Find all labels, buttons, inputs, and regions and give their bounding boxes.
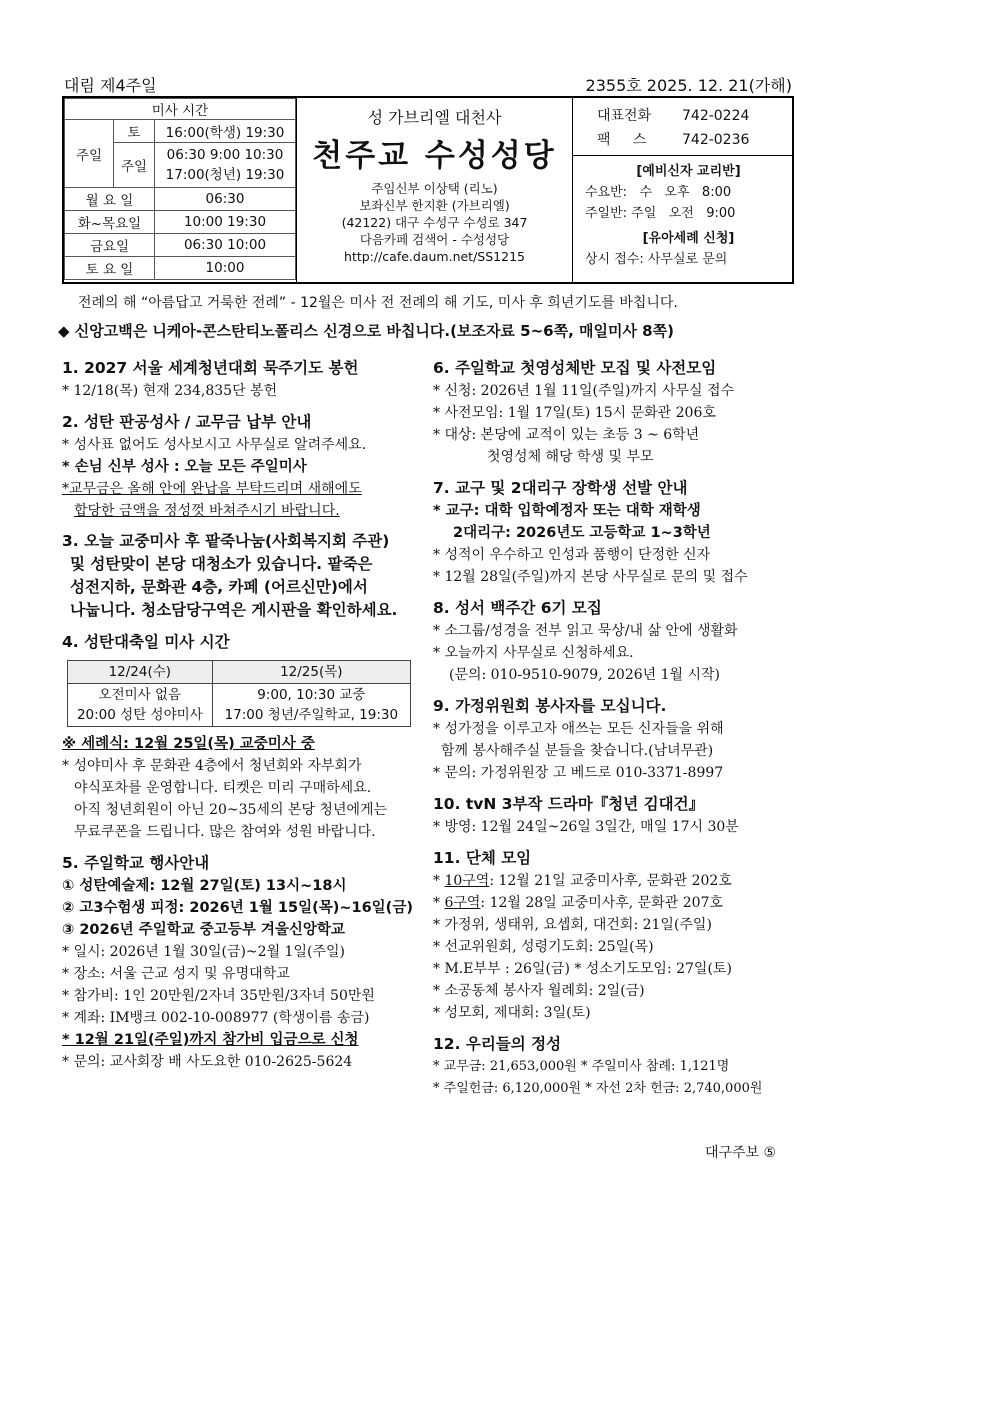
sat-times: 16:00(학생) 19:30 xyxy=(155,120,296,143)
sunday-label: 주일 xyxy=(65,120,114,188)
section-6-title: 6. 주일학교 첫영성체반 모집 및 사전모임 xyxy=(433,359,717,377)
section-6-line: * 사전모임: 1월 17일(토) 15시 문화관 206호 xyxy=(433,405,716,421)
pastor-line: 주임신부 이상택 (리노) xyxy=(371,181,498,196)
section-4-line: 야식포차를 운영합니다. 티켓은 미리 구매하세요. xyxy=(74,780,372,796)
section-8-line: (문의: 010-9510-9079, 2026년 1월 시작) xyxy=(449,667,721,683)
parish-subtitle: 성 가브리엘 대천사 xyxy=(367,108,502,127)
fax-number: 742-0236 xyxy=(682,132,750,148)
cafe-url-link[interactable]: http://cafe.daum.net/SS1215 xyxy=(344,249,525,264)
section-8-line: * 오늘까지 사무실로 신청하세요. xyxy=(433,645,634,661)
section-11-line: * 선교위원회, 성령기도회: 25일(목) xyxy=(433,939,654,955)
section-8-title: 8. 성서 백주간 6기 모집 xyxy=(433,599,602,617)
sat-weekday-times: 10:00 xyxy=(155,257,296,280)
fri-label: 금요일 xyxy=(65,234,155,257)
section-6-line: * 대상: 본당에 교적이 있는 초등 3 ~ 6학년 xyxy=(433,427,700,443)
catech-wed: 수요반: 수 오후 8:00 xyxy=(585,185,732,200)
sun-label: 주일 xyxy=(114,143,155,188)
section-5-line: * 문의: 교사회장 배 사도요한 010-2625-5624 xyxy=(62,1054,353,1070)
section-5-line: * 일시: 2026년 1월 30일(금)~2월 1일(주일) xyxy=(62,944,345,960)
baptism-note: ※ 세례식: 12월 25일(목) 교중미사 중 xyxy=(62,736,315,752)
right-column xyxy=(433,356,793,1100)
parish-name: 천주교 수성성당 xyxy=(312,138,557,174)
page-footer: 대구주보 ⑤ xyxy=(705,1145,777,1161)
creed-notice: ◆ 신앙고백은 니케아-콘스탄티노폴리스 신경으로 바칩니다.(보조자료 5~6쪽, 매일미사 8쪽) xyxy=(58,322,674,340)
tue-thu-times: 10:00 19:30 xyxy=(155,211,296,234)
infant-title: [유아세례 신청] xyxy=(642,231,735,246)
section-2-line: * 성사표 없어도 성사보시고 사무실로 알려주세요. xyxy=(62,437,367,453)
section-4-line: * 성야미사 후 문화관 4층에서 청년회와 자부회가 xyxy=(62,758,362,774)
section-12-title: 12. 우리들의 정성 xyxy=(433,1035,562,1053)
section-4-title: 4. 성탄대축일 미사 시간 xyxy=(62,633,230,651)
section-11-title: 11. 단체 모임 xyxy=(433,849,532,867)
section-5-line: ① 성탄예술제: 12월 27일(토) 13시~18시 xyxy=(62,878,347,894)
catech-sun: 주일반: 주일 오전 9:00 xyxy=(585,206,736,221)
sun-times: 06:30 9:00 10:30 17:00(청년) 19:30 xyxy=(155,143,296,188)
mon-times: 06:30 xyxy=(155,188,296,211)
section-5-line: ② 고3수험생 피정: 2026년 1월 15일(목)~16일(금) xyxy=(62,900,413,916)
section-12-line: * 주일헌금: 6,120,000원 * 자선 2차 헌금: 2,740,000원 xyxy=(433,1081,763,1096)
section-2-line: 합당한 금액을 정성껏 바쳐주시기 바랍니다. xyxy=(74,503,340,519)
left-column xyxy=(62,356,424,1073)
section-11-line: * M.E부부 : 26일(금) * 성소기도모임: 27일(토) xyxy=(433,961,732,977)
section-1-title: 1. 2027 서울 세계청년대회 묵주기도 봉헌 xyxy=(62,359,359,377)
section-2-line: * 손님 신부 성사 : 오늘 모든 주일미사 xyxy=(62,459,307,475)
sat-weekday-label: 토 요 일 xyxy=(65,257,155,280)
section-7-title: 7. 교구 및 2대리구 장학생 선발 안내 xyxy=(433,479,688,497)
xmas-col2-cell: 9:00, 10:30 교중 17:00 청년/주일학교, 19:30 xyxy=(212,684,410,727)
section-11-line: * 6구역: 12월 28일 교중미사후, 문화관 207호 xyxy=(433,895,723,911)
section-4-line: 아직 청년회원이 아닌 20~35세의 본당 청년에게는 xyxy=(74,802,388,818)
section-7-line: 2대리구: 2026년도 고등학교 1~3학년 xyxy=(453,525,711,541)
section-5-line: * 참가비: 1인 20만원/2자녀 35만원/3자녀 50만원 xyxy=(62,988,375,1004)
section-6-line: 첫영성체 해당 학생 및 부모 xyxy=(487,449,654,465)
section-10-title: 10. tvN 3부작 드라마『청년 김대건』 xyxy=(433,795,705,813)
section-2-line: *교무금은 올해 안에 완납을 부탁드리며 새해에도 xyxy=(62,481,362,497)
xmas-col1-header: 12/24(수) xyxy=(68,661,213,684)
section-7-line: * 성적이 우수하고 인성과 품행이 단정한 신자 xyxy=(433,547,711,563)
parish-details xyxy=(297,180,572,265)
mon-label: 월 요 일 xyxy=(65,188,155,211)
sat-label: 토 xyxy=(114,120,155,143)
section-11-line: * 가정위, 생태위, 요셉회, 대건회: 21일(주일) xyxy=(433,917,712,933)
section-5-line: ③ 2026년 주일학교 중고등부 겨울신앙학교 xyxy=(62,922,345,938)
section-9-line: * 문의: 가정위원장 고 베드로 010-3371-8997 xyxy=(433,765,724,781)
section-1-text: * 12/18(목) 현재 234,835단 봉헌 xyxy=(62,383,278,399)
section-9-line: 함께 봉사해주실 분들을 찾습니다.(남녀무관) xyxy=(441,743,714,759)
xmas-col1-cell: 오전미사 없음 20:00 성탄 성야미사 xyxy=(68,684,213,727)
section-7-line: * 교구: 대학 입학예정자 또는 대학 재학생 xyxy=(433,503,701,519)
fri-times: 06:30 10:00 xyxy=(155,234,296,257)
parish-info xyxy=(297,98,573,282)
section-11-line: * 10구역: 12월 21일 교중미사후, 문화관 202호 xyxy=(433,873,732,889)
top-line xyxy=(62,73,792,95)
section-10-line: * 방영: 12월 24일~26일 3일간, 매일 17시 30분 xyxy=(433,819,739,835)
mass-times-table xyxy=(64,98,297,282)
section-5-line: * 12월 21일(주일)까지 참가비 입금으로 신청 xyxy=(62,1032,359,1048)
issue-label: 2355호 2025. 12. 21(가해) xyxy=(585,76,792,95)
catechism-box xyxy=(573,156,792,270)
section-5-title: 5. 주일학교 행사안내 xyxy=(62,854,210,872)
section-9-title: 9. 가정위원회 봉사자를 모십니다. xyxy=(433,697,667,715)
section-4-line: 무료쿠폰을 드립니다. 많은 참여와 성원 바랍니다. xyxy=(74,824,376,840)
liturgy-notice: 전례의 해 “아름답고 거룩한 전례” - 12월은 미사 전 전례의 해 기도, 미사 후 희년기도를 바칩니다. xyxy=(78,295,678,311)
section-2-title: 2. 성탄 판공성사 / 교무금 납부 안내 xyxy=(62,413,312,431)
phone-box: 대표전화 742-0224 팩 스 742-0236 xyxy=(573,98,792,156)
address-line: (42122) 대구 수성구 수성로 347 xyxy=(341,215,528,230)
cafe-search-line: 다음카페 검색어 - 수성성당 xyxy=(359,232,510,247)
section-9-line: * 성가정을 이루고자 애쓰는 모든 신자들을 위해 xyxy=(433,721,724,737)
section-5-line: * 장소: 서울 근교 성지 및 유명대학교 xyxy=(62,966,290,982)
section-8-line: * 소그룹/성경을 전부 읽고 묵상/내 삶 안에 생활화 xyxy=(433,623,738,639)
infant-info: 상시 접수: 사무실로 문의 xyxy=(585,252,728,267)
section-11-line: * 소공동체 봉사자 월례회: 2일(금) xyxy=(433,983,645,999)
section-3-text: 3. 오늘 교중미사 후 팥죽나눔(사회복지회 주관) 및 성탄맞이 본당 대청소가 있습니다. 팥죽은 성전지하, 문화관 4층, 카페 (어르신만)에서 나눕니다. 청소담당구역은 게시판을 확인하세요. xyxy=(62,532,398,619)
section-5-line: * 계좌: IM뱅크 002-10-008977 (학생이름 송금) xyxy=(62,1010,370,1026)
catech-title: [예비신자 교리반] xyxy=(636,164,741,179)
phone-number: 742-0224 xyxy=(682,108,750,124)
tue-thu-label: 화~목요일 xyxy=(65,211,155,234)
section-6-line: * 신청: 2026년 1월 11일(주일)까지 사무실 접수 xyxy=(433,383,735,399)
header-box xyxy=(62,96,794,284)
mass-title: 미사 시간 xyxy=(65,99,296,120)
section-7-line: * 12월 28일(주일)까지 본당 사무실로 문의 및 접수 xyxy=(433,569,748,585)
section-11-line: * 성모회, 제대회: 3일(토) xyxy=(433,1005,591,1021)
contact-info xyxy=(573,98,792,282)
season-label: 대림 제4주일 xyxy=(64,76,157,95)
section-12-line: * 교무금: 21,653,000원 * 주일미사 참례: 1,121명 xyxy=(433,1059,730,1074)
xmas-col2-header: 12/25(목) xyxy=(212,661,410,684)
christmas-mass-table xyxy=(67,660,411,727)
assistant-line: 보좌신부 한지환 (가브리엘) xyxy=(359,198,510,213)
